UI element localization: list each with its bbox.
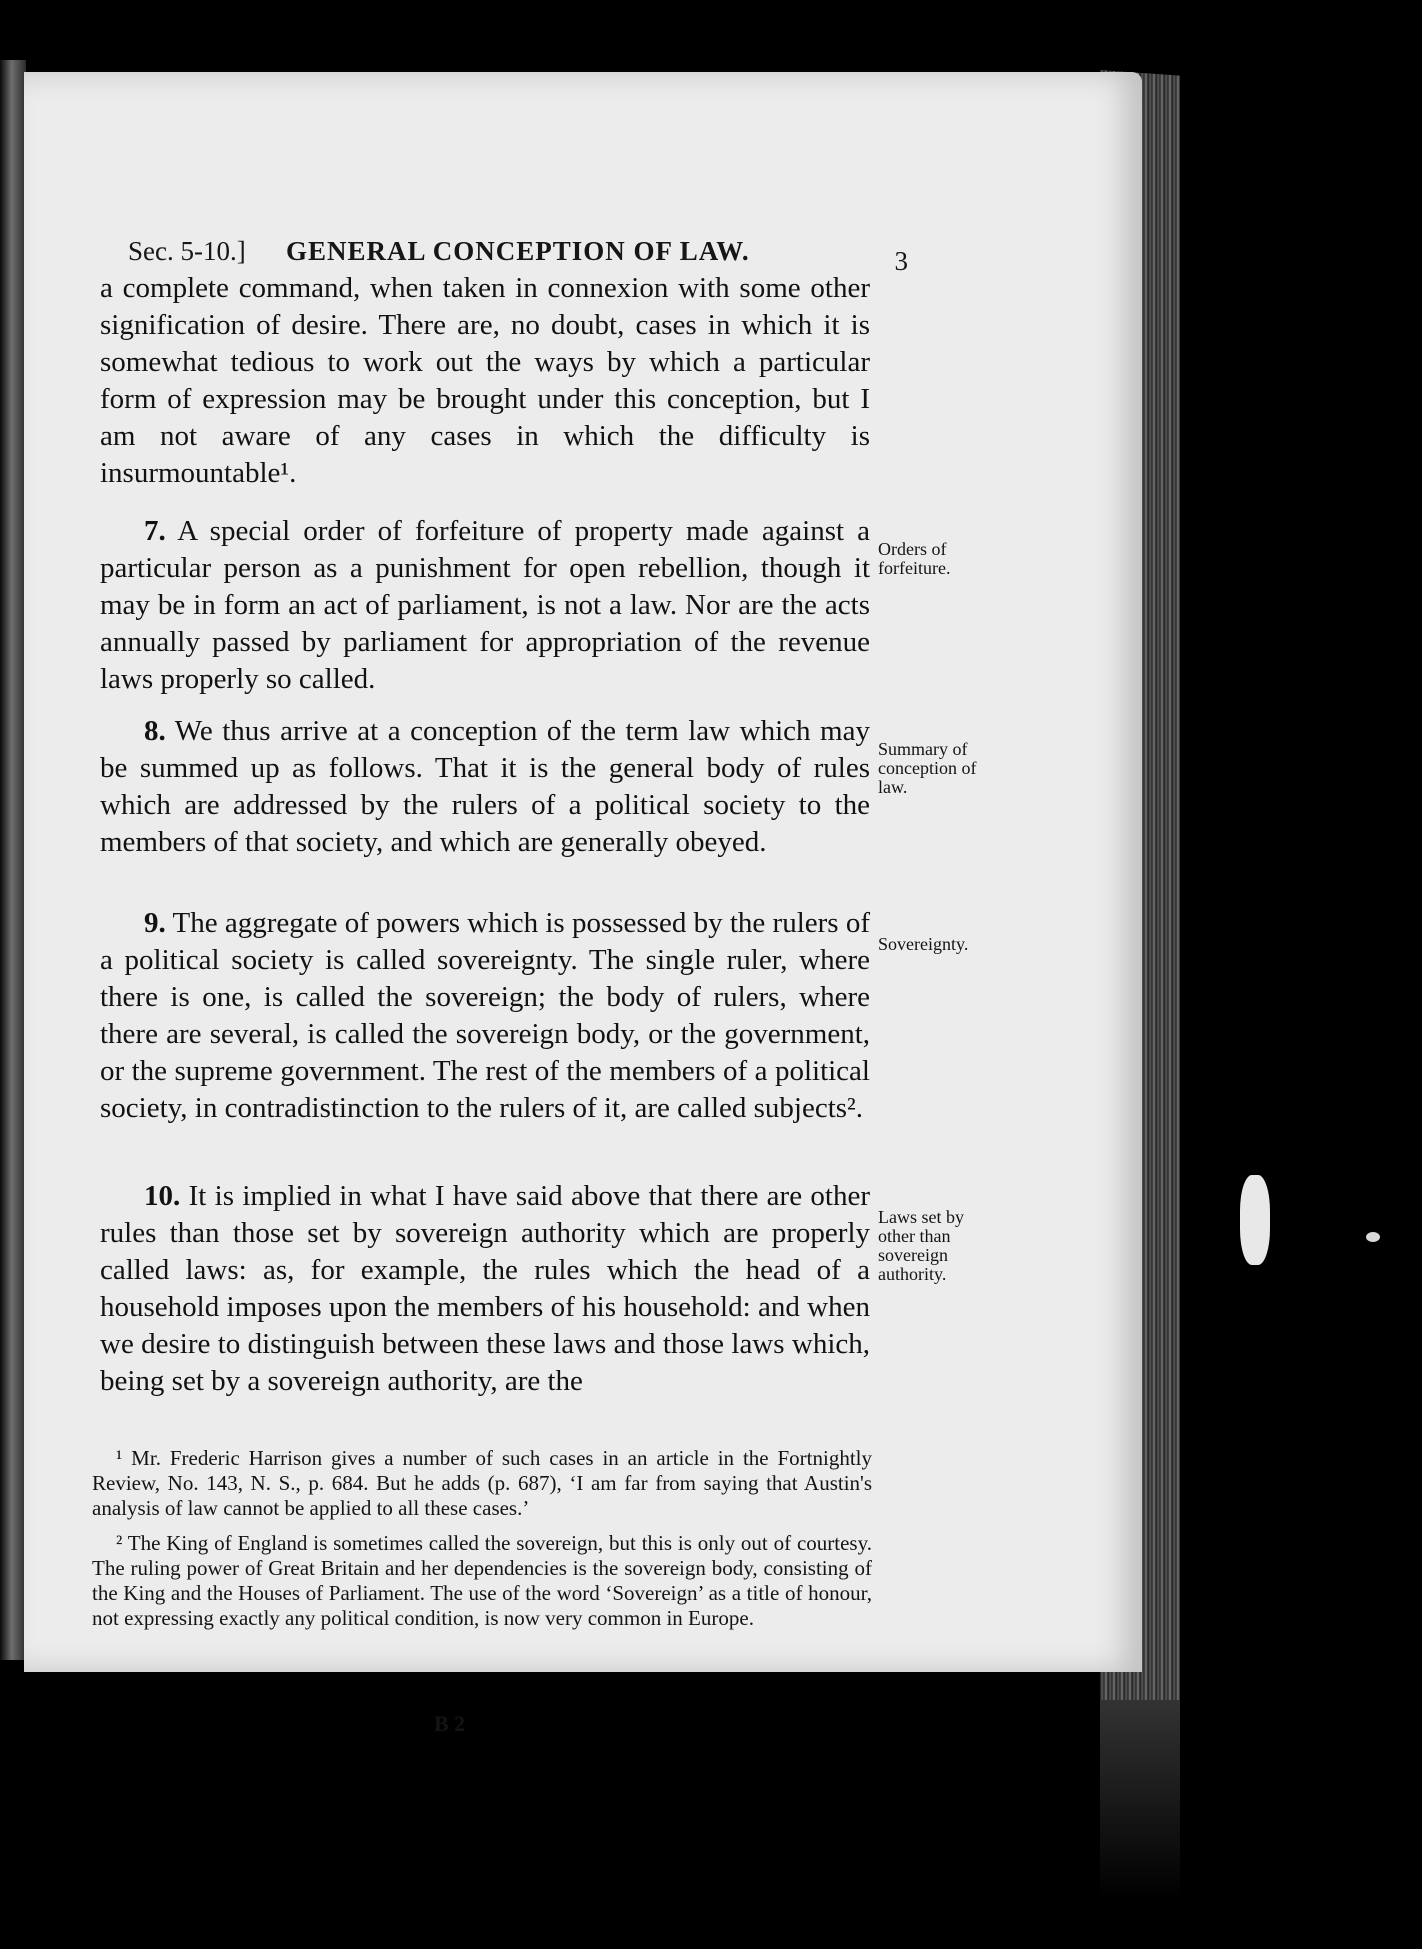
margin-note-laws-set: Laws set by other than sovereign authority. — [878, 1207, 964, 1284]
paragraph-number: 9. — [144, 907, 166, 939]
paragraph-9 — [100, 905, 870, 1127]
book-gutter-edge — [0, 60, 26, 1660]
page-number: 3 — [894, 246, 908, 276]
paragraph-text: The aggregate of powers which is possessed by the rulers of a political society is called sovereignty. The single ruler, where there is one, is called the sovereign; the body of rulers, where there are several, is called the sovereign body, or the government, or the supreme government. The rest of the members of a political society, in contradistinction to the rulers of it, are called subjects². — [100, 907, 871, 1124]
paragraph-8 — [100, 713, 870, 861]
paragraph-7 — [100, 513, 870, 698]
paragraph-number: 7. — [144, 515, 166, 547]
margin-note-summary: Summary of conception of law. — [878, 739, 977, 797]
footnotes — [92, 1446, 872, 1641]
book-fore-edge-shadow — [1100, 1700, 1180, 1900]
paragraph-10 — [100, 1178, 870, 1400]
paragraph-number: 10. — [144, 1180, 181, 1212]
section-reference: Sec. 5-10.] — [128, 236, 246, 266]
paragraph-text: It is implied in what I have said above that there are other rules than those set by sovereign authority which are properly called laws: as, for example, the rules which the head of a household imposes upon the members of his household: and when we desire to distinguish between these laws and those laws which, being set by a sovereign authority, are the — [100, 1180, 871, 1397]
scan-speck — [1366, 1232, 1380, 1242]
paragraph-text: A special order of forfeiture of property made against a particular person as a punishment for open rebellion, though it may be in form an act of parliament, is not a law. Nor are the acts annually passed by parliament for appropriation of the revenue laws properly so called. — [100, 515, 870, 695]
margin-note-forfeiture: Orders of forfeiture. — [878, 539, 951, 578]
signature-mark: B 2 — [434, 1711, 466, 1736]
footnote-2: ² The King of England is sometimes called the sovereign, but this is only out of courtesy. The ruling power of Great Britain and her dependencies is the sovereign body, consisting of the King and the Houses of Parliament. The use of the word ‘Sovereign’ as a title of honour, not expressing exactly any political condition, is now very common in Europe. — [92, 1531, 872, 1630]
scan-smudge — [1240, 1175, 1270, 1265]
paragraph-number: 8. — [144, 715, 166, 747]
paragraph-text: We thus arrive at a conception of the term law which may be summed up as follows. That it is the general body of rules which are addressed by the rulers of a political society to the members of that society, and which are generally obeyed. — [100, 715, 870, 858]
paragraph-continuation — [100, 270, 870, 492]
paragraph-text: a complete command, when taken in connexion with some other signification of desire. There are, no doubt, cases in which it is somewhat tedious to work out the ways by which a particular form of expression may be brought under this conception, but I am not aware of any cases in which the difficulty is insurmountable¹. — [100, 272, 870, 489]
margin-note-sovereignty: Sovereignty. — [878, 934, 969, 954]
footnote-1: ¹ Mr. Frederic Harrison gives a number of such cases in an article in the Fortnightly Review, No. 143, N. S., p. 684. But he adds (p. 687), ‘I am far from saying that Austin's analysis of law cannot be applied to all these cases.’ — [92, 1446, 872, 1520]
running-title: GENERAL CONCEPTION OF LAW. — [286, 236, 750, 266]
